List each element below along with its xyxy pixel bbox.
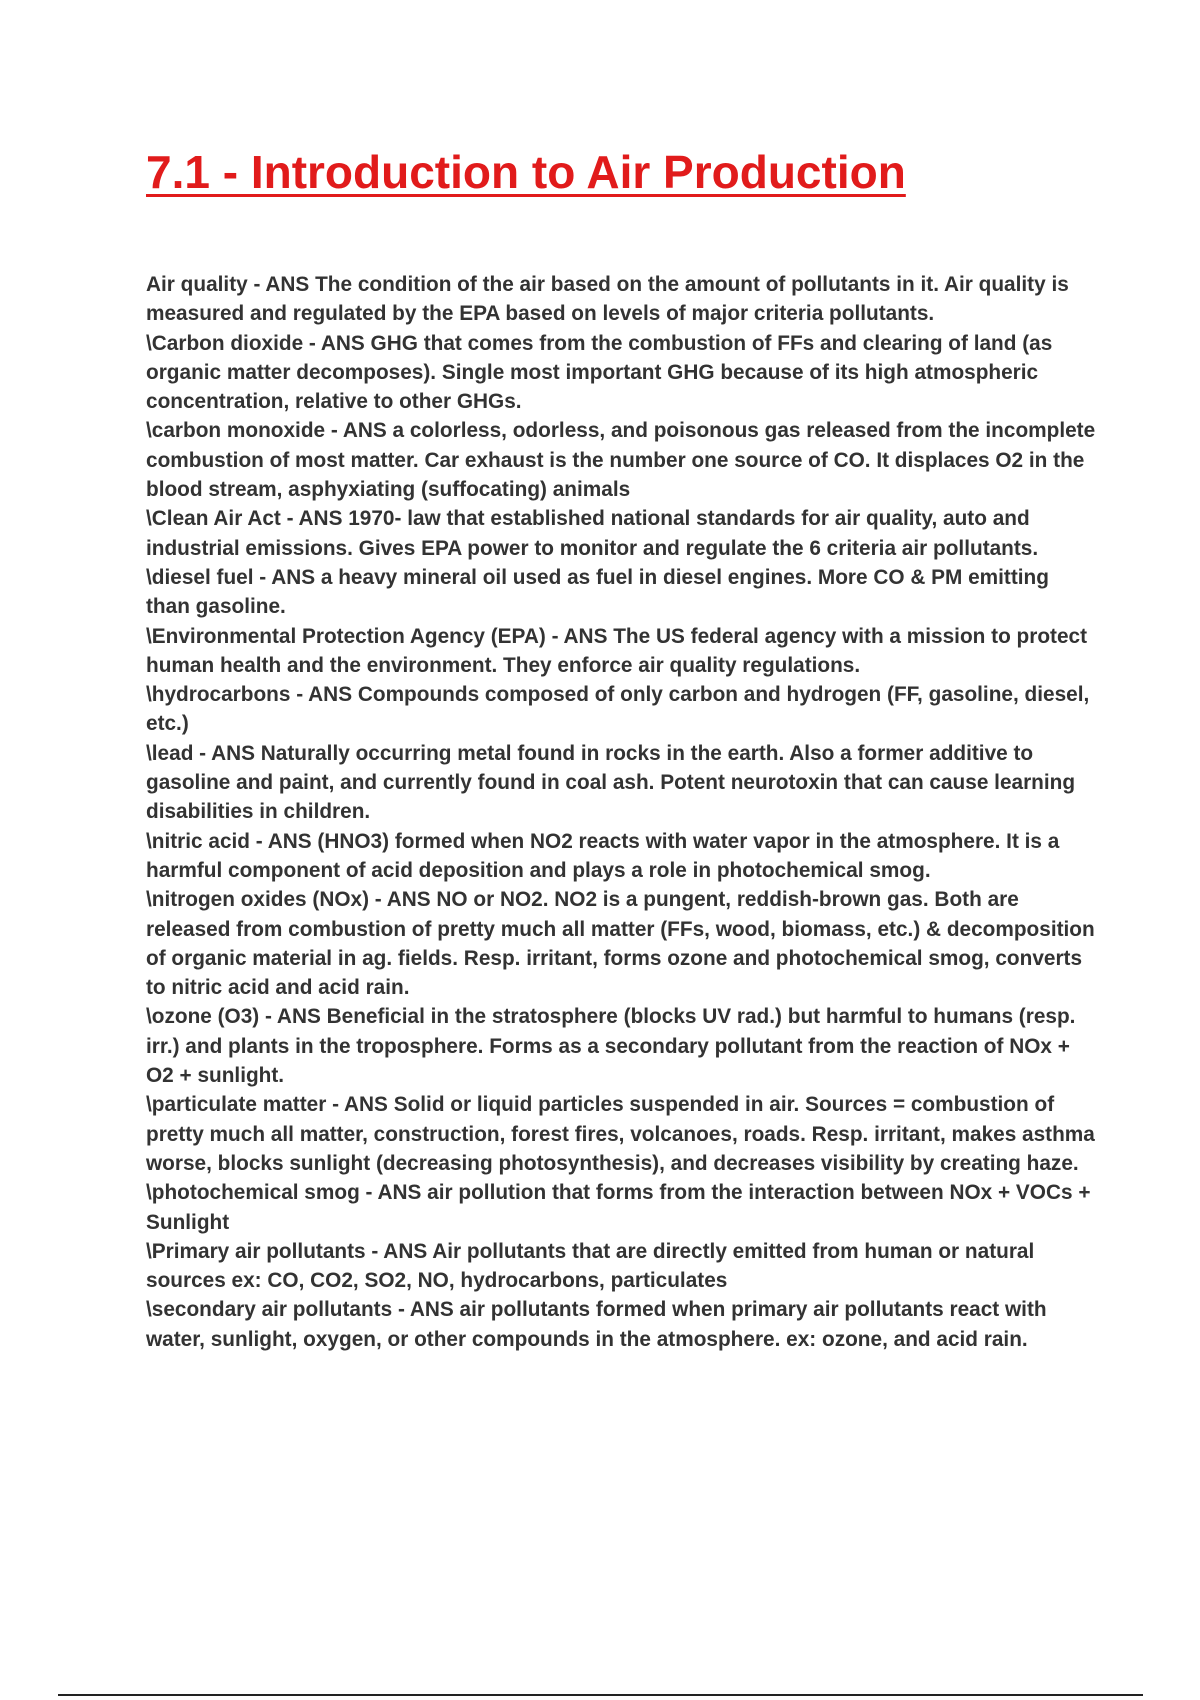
glossary-entry-particulate-matter: \particulate matter - ANS Solid or liquid particles suspended in air. Sources = combustion of pretty much all matter, construction, forest fires, volcanoes, roads. Resp. irritant, makes asthma worse, blocks sunlight (decreasing photosynthesis), and decreases visibility by creating haze. xyxy=(146,1093,1095,1175)
page-title: 7.1 - Introduction to Air Production xyxy=(146,146,906,198)
glossary-entry-ozone: \ozone (O3) - ANS Beneficial in the stratosphere (blocks UV rad.) but harmful to humans (resp. irr.) and plants in the troposphere. Forms as a secondary pollutant from the reaction of NOx + O2 + sunlight. xyxy=(146,1005,1076,1088)
glossary-text xyxy=(146,270,1096,1354)
glossary-entry-air-quality: Air quality - ANS The condition of the air based on the amount of pollutants in it. Air quality is measured and regulated by the EPA based on levels of major criteria pollutants. xyxy=(146,273,1069,326)
glossary-entry-diesel-fuel: \diesel fuel - ANS a heavy mineral oil used as fuel in diesel engines. More CO & PM emitting than gasoline. xyxy=(146,565,1049,619)
glossary-entry-primary-air-pollutants: \Primary air pollutants - ANS Air pollutants that are directly emitted from human or natural sources ex: CO, CO2, SO2, NO, hydrocarbons, particulates xyxy=(146,1239,1035,1293)
glossary-entry-carbon-dioxide: \Carbon dioxide - ANS GHG that comes from the combustion of FFs and clearing of land (as organic matter decomposes). Single most important GHG because of its high atmospheric concentration, relative to other GHGs. xyxy=(146,331,1053,414)
glossary-entry-secondary-air-pollutants: \secondary air pollutants - ANS air pollutants formed when primary air pollutants react with water, sunlight, oxygen, or other compounds in the atmosphere. ex: ozone, and acid rain. xyxy=(146,1298,1047,1351)
glossary-entry-nitrogen-oxides: \nitrogen oxides (NOx) - ANS NO or NO2. NO2 is a pungent, reddish-brown gas. Both are released from combustion of pretty much all matter (FFs, wood, biomass, etc.) & decomposition of organic material in ag. fields. Resp. irritant, forms ozone and photochemical smog, converts to nitric acid and acid rain. xyxy=(146,888,1095,1000)
bottom-divider xyxy=(58,1694,1143,1696)
glossary-entry-clean-air-act: \Clean Air Act - ANS 1970- law that established national standards for air quality, auto and industrial emissions. Gives EPA power to monitor and regulate the 6 criteria air pollutants. xyxy=(146,507,1039,560)
glossary-entry-carbon-monoxide: \carbon monoxide - ANS a colorless, odorless, and poisonous gas released from the incomplete combustion of most matter. Car exhaust is the number one source of CO. It displaces O2 in the blood stream, asphyxiating (suffocating) animals xyxy=(146,419,1096,502)
glossary-entry-epa: \Environmental Protection Agency (EPA) - ANS The US federal agency with a mission to protect human health and the environment. They enforce air quality regulations. xyxy=(146,624,1088,677)
glossary-entry-nitric-acid: \nitric acid - ANS (HNO3) formed when NO2 reacts with water vapor in the atmosphere. It is a harmful component of acid deposition and plays a role in photochemical smog. xyxy=(146,829,1060,882)
glossary-entry-lead: \lead - ANS Naturally occurring metal found in rocks in the earth. Also a former additive to gasoline and paint, and currently found in coal ash. Potent neurotoxin that can cause learning disabilities in children. xyxy=(146,741,1076,824)
glossary-entry-photochemical-smog: \photochemical smog - ANS air pollution that forms from the interaction between NOx + VOCs + Sunlight xyxy=(146,1181,1091,1234)
glossary-entry-hydrocarbons: \hydrocarbons - ANS Compounds composed of only carbon and hydrogen (FF, gasoline, diesel, etc.) xyxy=(146,683,1090,736)
